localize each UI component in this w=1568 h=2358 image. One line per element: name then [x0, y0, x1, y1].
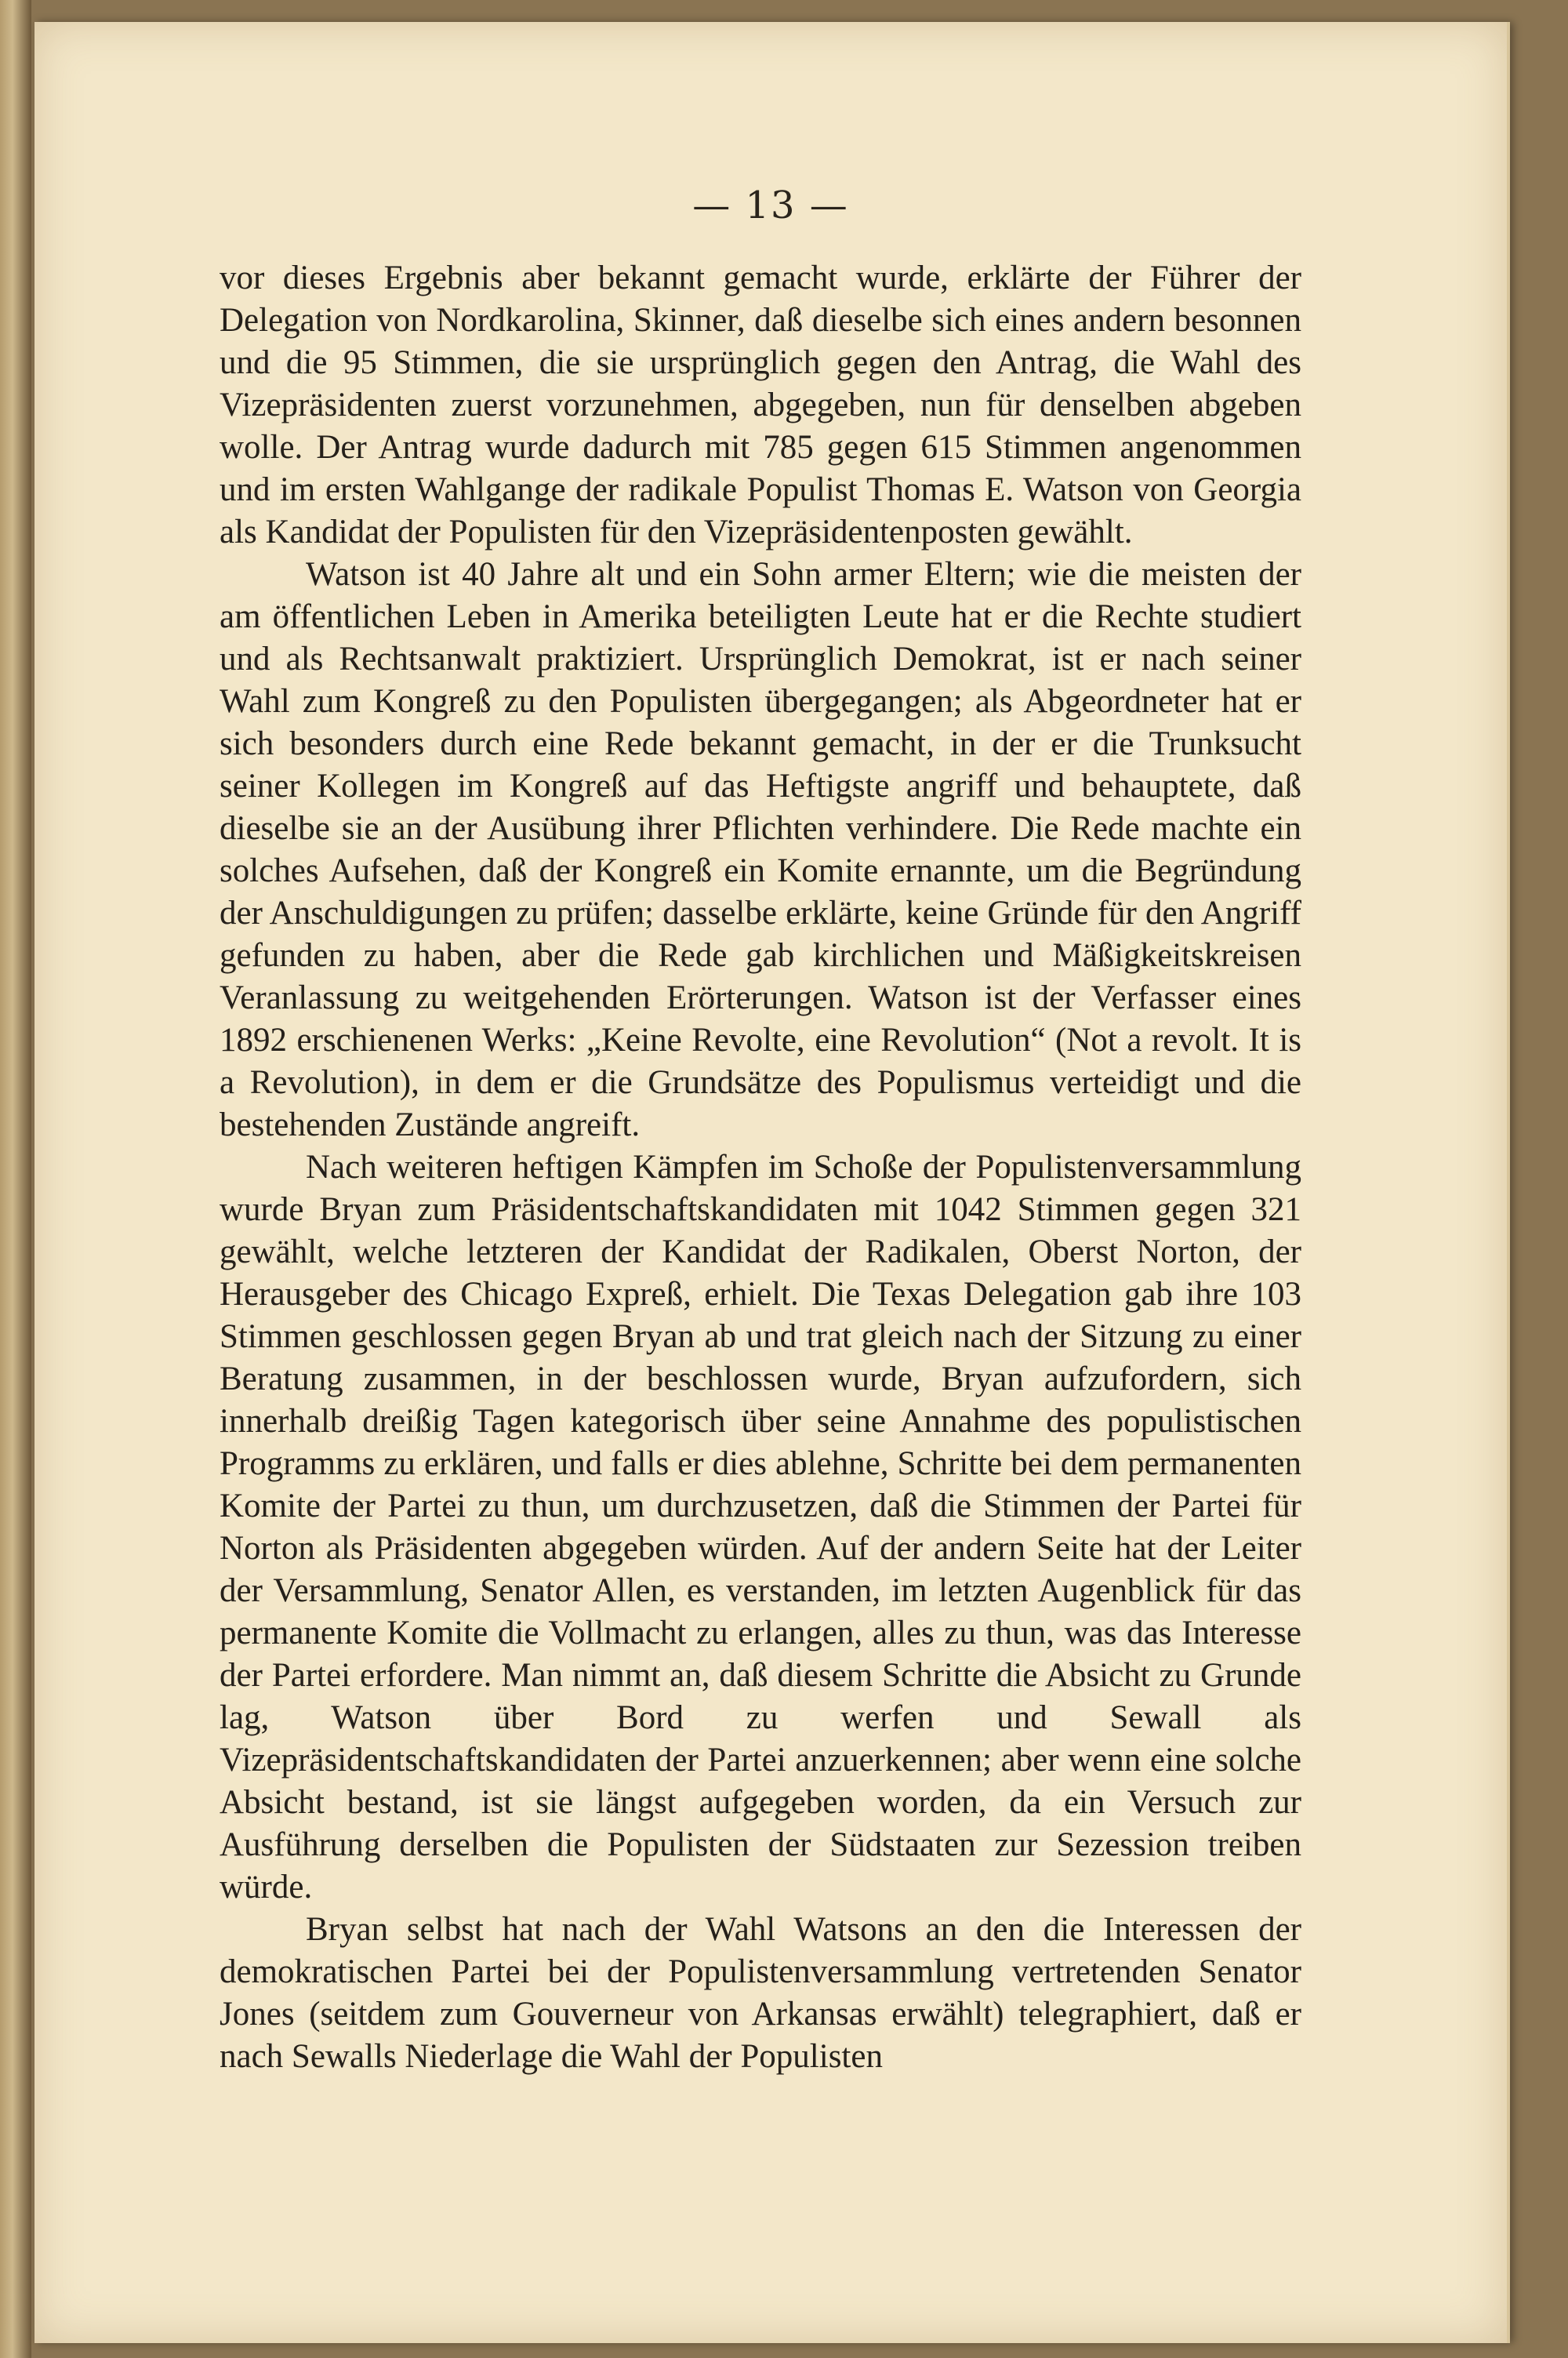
paragraph-3: Nach weiteren heftigen Kämpfen im Schoße der Populistenversammlung wurde Bryan zum Präsidentschaftskandidaten mit 1042 Stimmen gegen 321 gewählt, welche letzteren der Kandidat der Radikalen, Oberst Norton, der Herausgeber des Chicago Expreß, erhielt. Die Texas Delegation gab ihre 103 Stimmen geschlossen gegen Bryan ab und trat gleich nach der Sitzung zu einer Beratung zusammen, in der beschlossen wurde, Bryan aufzufordern, sich innerhalb dreißig Tagen kategorisch über seine Annahme des populistischen Programms zu erklären, und falls er dies ablehne, Schritte bei dem permanenten Komite der Partei zu thun, um durchzusetzen, daß die Stimmen der Partei für Norton als Präsidenten abgegeben würden. Auf der andern Seite hat der Leiter der Versammlung, Senator Allen, es verstanden, im letzten Augenblick für das permanente Komite die Vollmacht zu erlangen, alles zu thun, was das Interesse der Partei erfordere. Man nimmt an, daß diesem Schritte die Absicht zu Grunde lag, Watson über Bord zu werfen und Sewall als Vizepräsidentschaftskandidaten der Partei anzuerkennen; aber wenn eine solche Absicht bestand, ist sie längst aufgegeben worden, da ein Versuch zur Ausführung derselben die Populisten der Südstaaten zur Sezession treiben würde.	[220, 1149, 1301, 1906]
body-text	[220, 257, 1301, 2078]
paragraph-1: vor dieses Ergebnis aber bekannt gemacht wurde, erklärte der Führer der Delegation von Nordkarolina, Skinner, daß dieselbe sich eines andern besonnen und die 95 Stimmen, die sie ursprünglich gegen den Antrag, die Wahl des Vizepräsidenten zuerst vorzunehmen, abgegeben, nun für denselben abgeben wolle. Der Antrag wurde dadurch mit 785 gegen 615 Stimmen angenommen und im ersten Wahlgange der radikale Populist Thomas E. Watson von Georgia als Kandidat der Populisten für den Vizepräsidentenposten gewählt.	[220, 260, 1301, 550]
page-number-header: — 13 —	[692, 183, 849, 227]
previous-page-edge	[0, 0, 31, 2358]
book-page	[34, 22, 1510, 2343]
paragraph-2: Watson ist 40 Jahre alt und ein Sohn armer Eltern; wie die meisten der am öffentlichen Leben in Amerika beteiligten Leute hat er die Rechte studiert und als Rechtsanwalt praktiziert. Ursprünglich Demokrat, ist er nach seiner Wahl zum Kongreß zu den Populisten übergegangen; als Abgeordneter hat er sich besonders durch eine Rede bekannt gemacht, in der er die Trunksucht seiner Kollegen im Kongreß auf das Heftigste angriff und behauptete, daß dieselbe sie an der Ausübung ihrer Pflichten verhindere. Die Rede machte ein solches Aufsehen, daß der Kongreß ein Komite ernannte, um die Begründung der Anschuldigungen zu prüfen; dasselbe erklärte, keine Gründe für den Angriff gefunden zu haben, aber die Rede gab kirchlichen und Mäßigkeitskreisen Veranlassung zu weitgehenden Erörterungen. Watson ist der Verfasser eines 1892 erschienenen Werks: „Keine Revolte, eine Revolution“ (Not a revolt. It is a Revolution), in dem er die Grundsätze des Populismus verteidigt und die bestehenden Zustände angreift.	[220, 556, 1301, 1143]
paragraph-4: Bryan selbst hat nach der Wahl Watsons an den die Interessen der demokratischen Partei bei der Populistenversammlung vertretenden Senator Jones (seitdem zum Gouverneur von Arkansas erwählt) telegraphiert, daß er nach Sewalls Niederlage die Wahl der Populisten	[220, 1911, 1301, 2075]
